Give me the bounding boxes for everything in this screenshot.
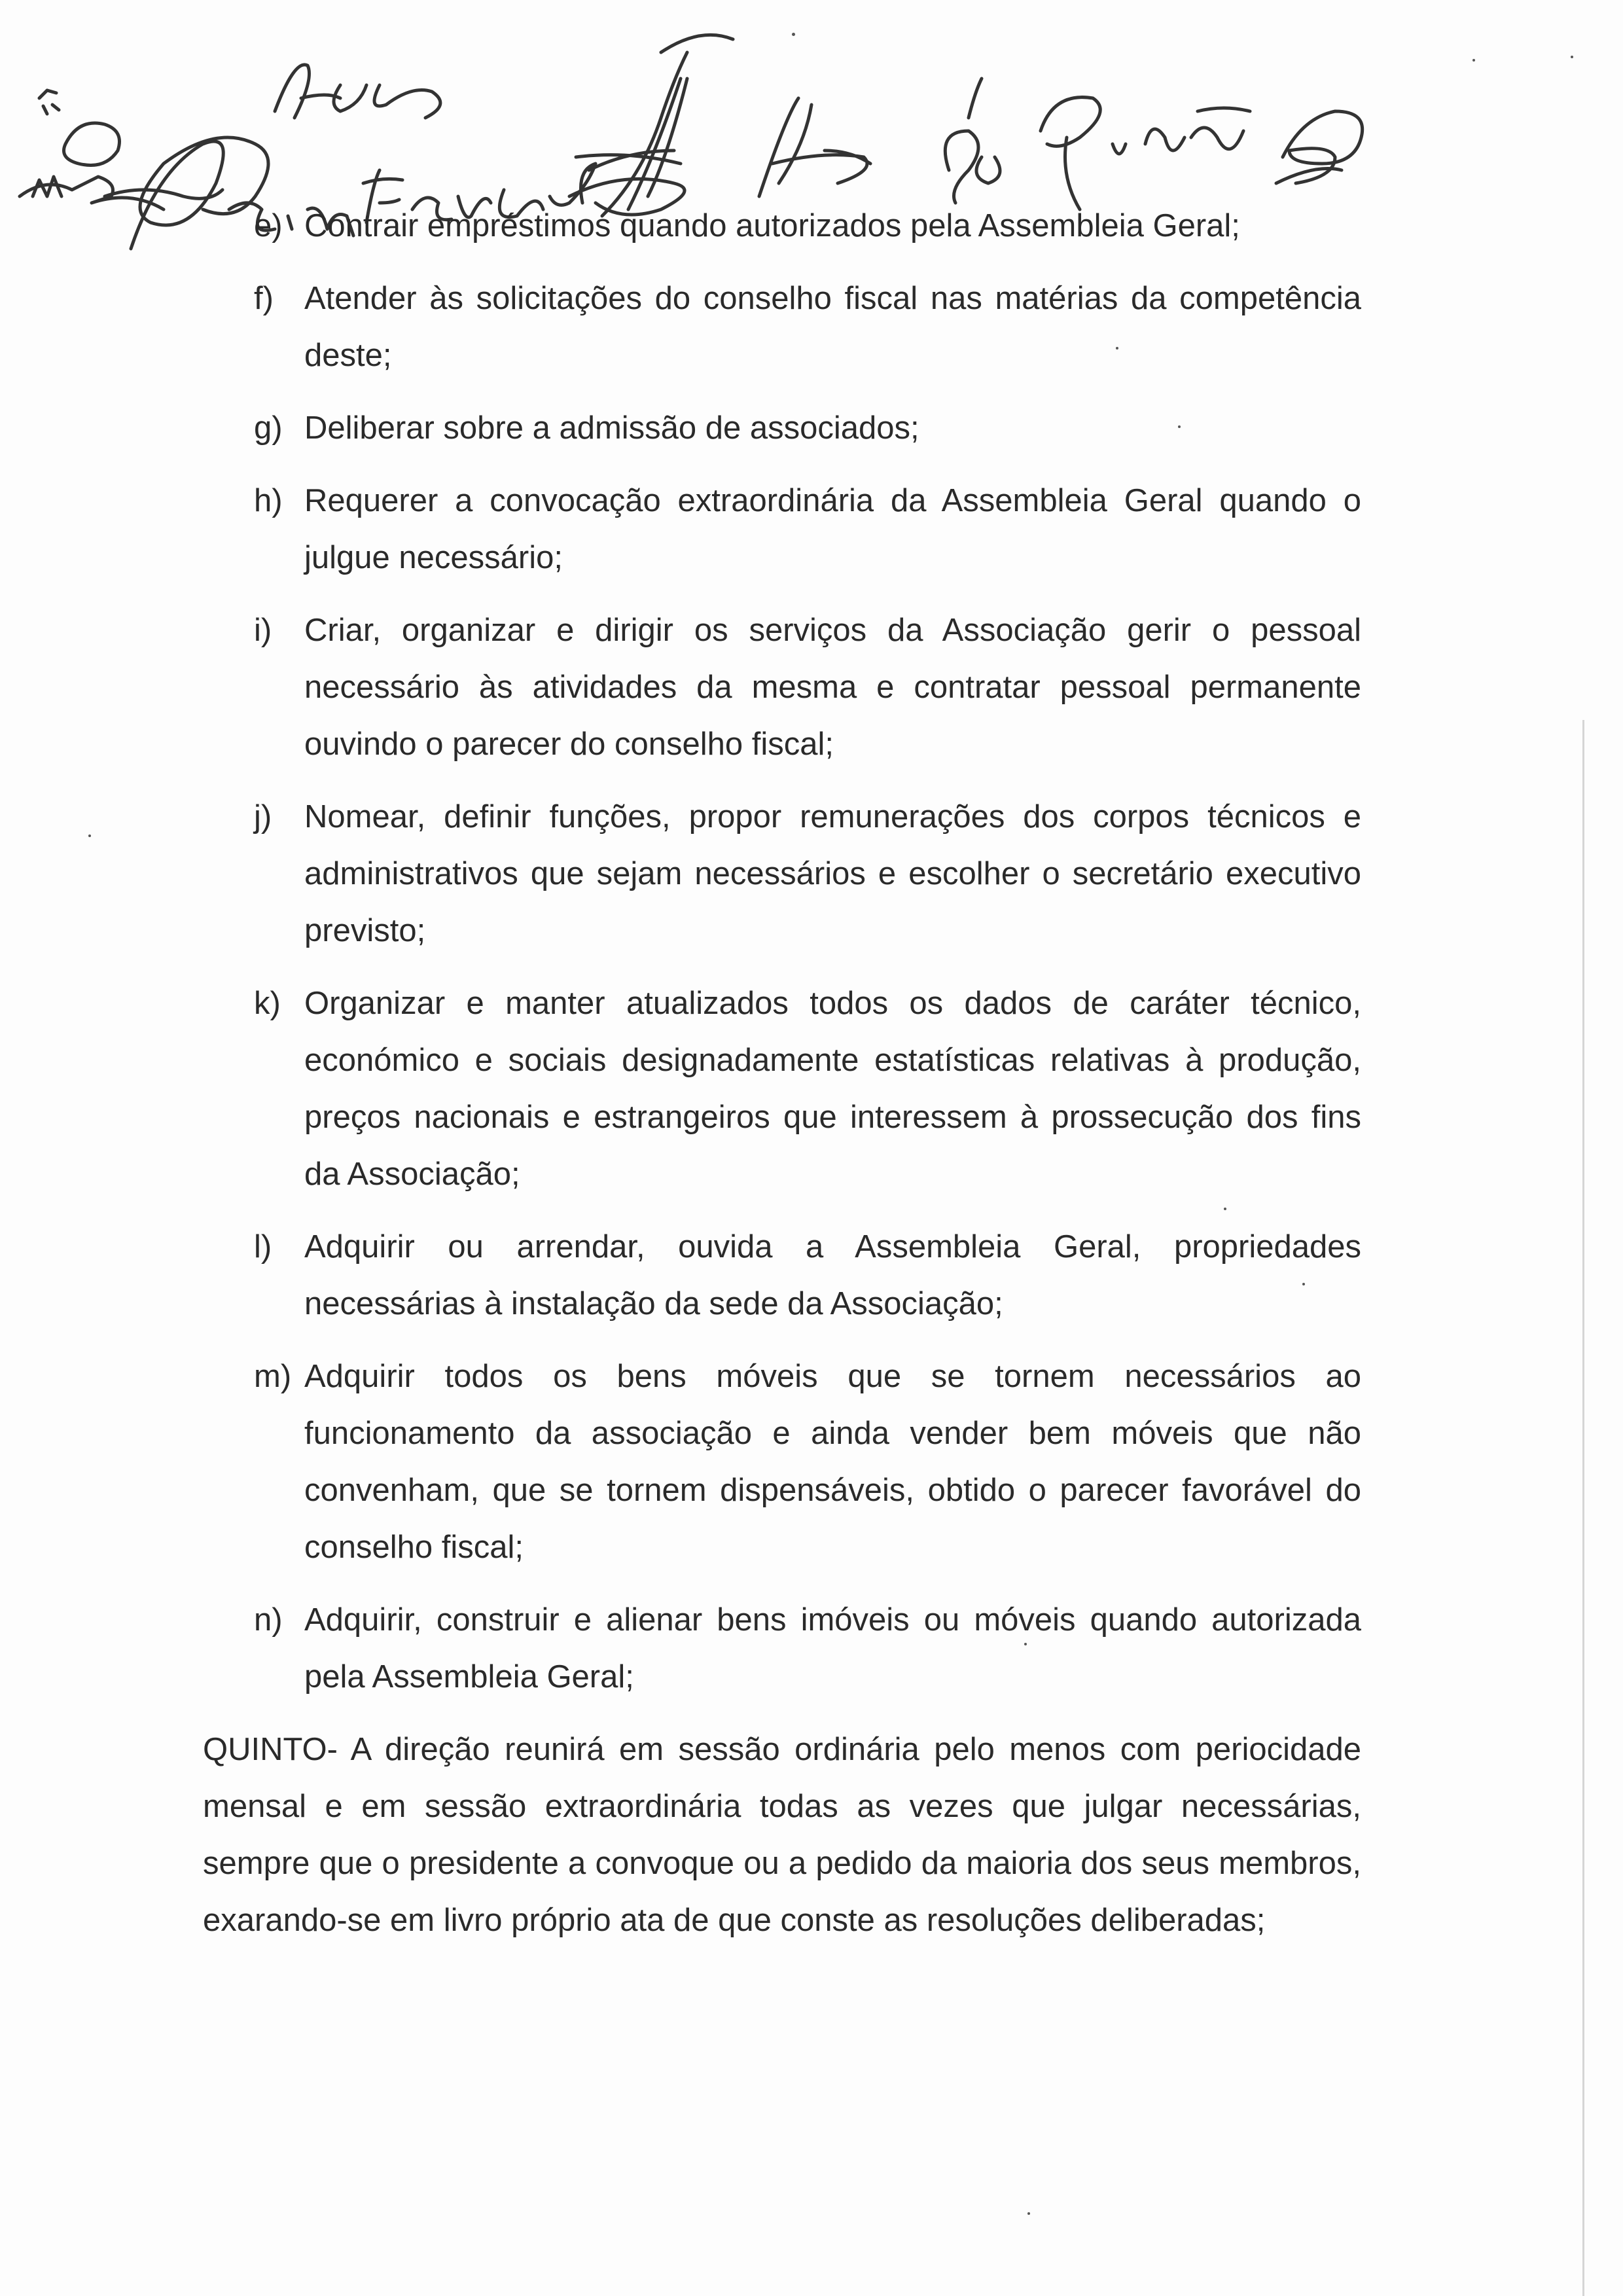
- scan-speck: [1224, 1208, 1226, 1210]
- list-item: [203, 1219, 1361, 1333]
- scan-speck: [1472, 59, 1475, 62]
- list-item-text: Nomear, definir funções, propor remunerações dos corpos técnicos e administrativos que sejam necessários e escolher o secretário executivo previsto;: [304, 799, 1361, 948]
- scan-speck: [1178, 425, 1181, 428]
- scan-speck: [1302, 1283, 1305, 1285]
- list-item-text: Organizar e manter atualizados todos os dados de caráter técnico, económico e sociais designadamente estatísticas relativas à produção, preços nacionais e estrangeiros que interessem à prossecução dos fins da Associação;: [304, 986, 1361, 1192]
- list-item-text: Adquirir todos os bens móveis que se tornem necessários ao funcionamento da associação e ainda vender bem móveis que não convenham, que se tornem dispensáveis, obtido o parecer favorável do conselho fiscal;: [304, 1359, 1361, 1565]
- list-marker: m): [254, 1359, 292, 1394]
- scan-speck: [1116, 347, 1118, 350]
- list-marker: i): [254, 613, 272, 648]
- document-body: [203, 198, 1361, 1981]
- list-item: [203, 789, 1361, 960]
- list-item-text: Requerer a convocação extraordinária da Assembleia Geral quando o julgue necessário;: [304, 483, 1361, 575]
- list-item-text: Adquirir, construir e alienar bens imóveis ou móveis quando autorizada pela Assembleia Geral;: [304, 1602, 1361, 1695]
- list-marker: e): [254, 208, 283, 243]
- list-item-text: Adquirir ou arrendar, ouvida a Assembleia Geral, propriedades necessárias à instalação da sede da Associação;: [304, 1229, 1361, 1321]
- list-marker: k): [254, 986, 281, 1021]
- list-item-text: Criar, organizar e dirigir os serviços da Associação gerir o pessoal necessário às atividades da mesma e contratar pessoal permanente ouvindo o parecer do conselho fiscal;: [304, 613, 1361, 762]
- scan-edge-line: [1582, 720, 1584, 2296]
- list-item: [203, 400, 1361, 457]
- list-item: [203, 602, 1361, 773]
- list-marker: f): [254, 281, 274, 316]
- list-item-text: Deliberar sobre a admissão de associados;: [304, 410, 919, 446]
- list-marker: n): [254, 1602, 283, 1638]
- list-item: [203, 1592, 1361, 1706]
- scan-speck: [792, 33, 795, 36]
- list-item: [203, 1348, 1361, 1576]
- scan-speck: [1024, 1643, 1027, 1645]
- list-item: [203, 975, 1361, 1203]
- list-marker: j): [254, 799, 272, 834]
- section-quinto-paragraph: QUINTO- A direção reunirá em sessão ordinária pelo menos com periocidade mensal e em sessão extraordinária todas as vezes que julgar necessárias, sempre que o presidente a convoque ou a pedido da maioria dos seus membros, exarando-se em livro próprio ata de que conste as resoluções deliberadas;: [203, 1732, 1361, 1938]
- list-marker: g): [254, 410, 283, 446]
- scan-speck: [1027, 2212, 1030, 2215]
- list-item: [203, 473, 1361, 586]
- list-item-text: Contrair empréstimos quando autorizados pela Assembleia Geral;: [304, 208, 1240, 243]
- scan-speck: [1571, 56, 1573, 58]
- list-item: [203, 198, 1361, 255]
- list-item-text: Atender às solicitações do conselho fiscal nas matérias da competência deste;: [304, 281, 1361, 373]
- list-marker: h): [254, 483, 283, 518]
- scan-speck: [88, 834, 91, 837]
- list-marker: l): [254, 1229, 272, 1265]
- list-item: [203, 270, 1361, 384]
